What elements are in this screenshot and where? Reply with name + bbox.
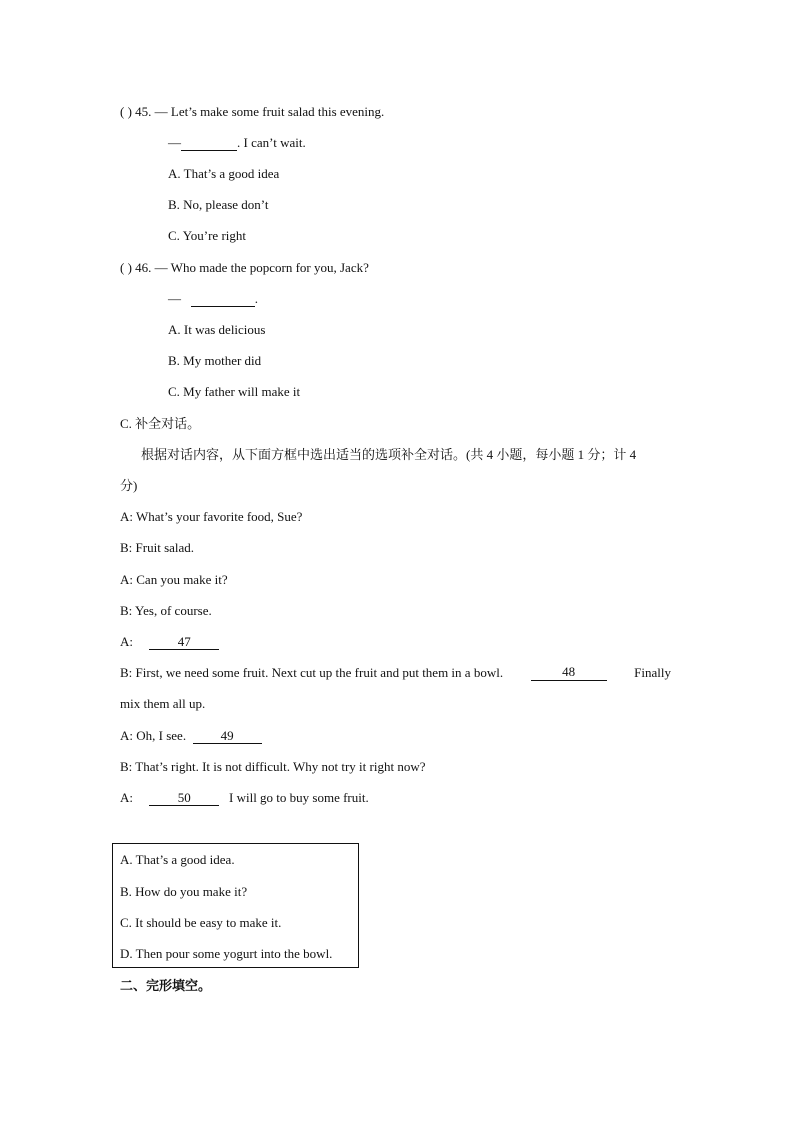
- dialogue-line: [120, 634, 219, 650]
- question-45-reply: [168, 135, 306, 151]
- blank-47: 47: [149, 635, 219, 650]
- section-c-heading: C. 补全对话。: [120, 416, 201, 431]
- dialogue-line: [120, 665, 671, 681]
- option-b: B. My mother did: [168, 353, 262, 368]
- dialogue-line: B: Yes, of course.: [120, 603, 212, 618]
- question-45-stem: [120, 104, 384, 120]
- box-option-a: A. That’s a good idea.: [120, 852, 235, 867]
- dash: —: [168, 291, 181, 306]
- blank-48: 48: [531, 665, 607, 681]
- question-46-stem: [120, 260, 369, 276]
- option-c: C. My father will make it: [168, 384, 301, 399]
- dialogue-line: B: That’s right. It is not difficult. Why not try it right now?: [120, 759, 426, 774]
- option-c: C. You’re right: [168, 228, 247, 243]
- option-b: B. No, please don’t: [168, 197, 269, 212]
- speaker-label: A:: [120, 790, 133, 805]
- box-option-b: B. How do you make it?: [120, 884, 248, 899]
- section-c-instruction-cont: 分): [120, 478, 138, 493]
- box-option-d: D. Then pour some yogurt into the bowl.: [120, 946, 333, 961]
- dialogue-text: A: Oh, I see.: [120, 728, 187, 743]
- reply-text: .: [254, 291, 258, 306]
- options-box: [112, 843, 359, 968]
- answer-blank: [181, 136, 237, 151]
- dialogue-line: A: What’s your favorite food, Sue?: [120, 509, 303, 524]
- dialogue-line: [120, 728, 262, 744]
- speaker-label: A:: [120, 634, 133, 649]
- section-2-heading: 二、完形填空。: [120, 978, 212, 993]
- dialogue-line: [120, 790, 369, 806]
- blank-49: 49: [193, 729, 262, 744]
- option-a: A. It was delicious: [168, 322, 266, 337]
- answer-paren: ( ): [120, 260, 132, 275]
- question-46-reply: [168, 291, 258, 307]
- reply-text: . I can’t wait.: [237, 135, 306, 150]
- question-text: 46. — Who made the popcorn for you, Jack?: [135, 260, 369, 275]
- answer-paren: ( ): [120, 104, 132, 119]
- section-c-instruction: 根据对话内容，从下面方框中选出适当的选项补全对话。(共 4 小题，每小题 1 分；计 4: [141, 447, 637, 462]
- dash: —: [168, 135, 181, 150]
- box-option-c: C. It should be easy to make it.: [120, 915, 282, 930]
- dialogue-line: A: Can you make it?: [120, 572, 228, 587]
- blank-50: 50: [149, 791, 219, 806]
- question-text: 45. — Let’s make some fruit salad this evening.: [135, 104, 385, 119]
- dialogue-text: B: First, we need some fruit. Next cut up the fruit and put them in a bowl.: [120, 665, 504, 680]
- dialogue-line: mix them all up.: [120, 696, 206, 711]
- answer-blank: [191, 292, 255, 307]
- option-a: A. That’s a good idea: [168, 166, 280, 181]
- dialogue-line: B: Fruit salad.: [120, 540, 195, 555]
- dialogue-text: I will go to buy some fruit.: [229, 790, 369, 805]
- dialogue-text: Finally: [634, 665, 671, 680]
